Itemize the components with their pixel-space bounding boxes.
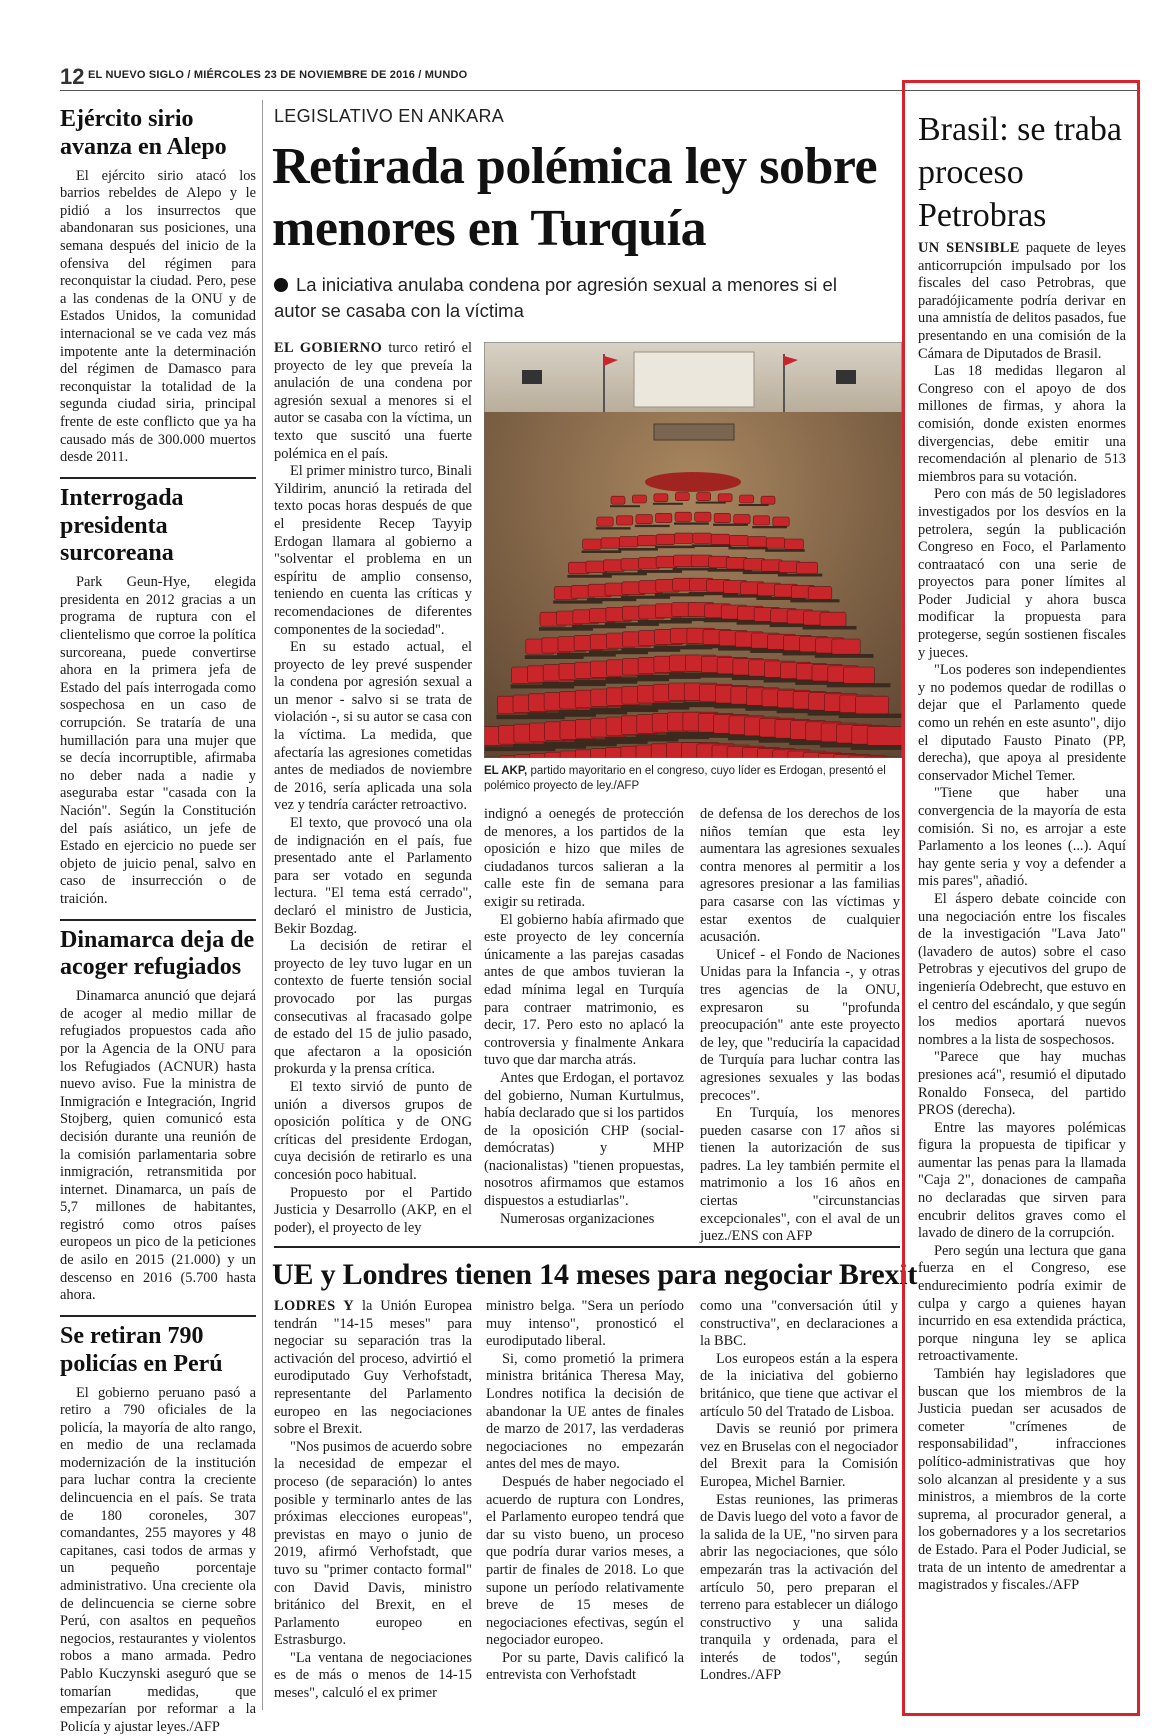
seat-shape [638, 535, 657, 545]
main-paragraph [700, 947, 900, 1105]
paragraph-text: En su estado actual, el proyecto de ley prevé suspender la condena por agresión sexual a un menor - salvo si se trata de violación -, si su autor se casa con la víctima. La medida, que afectaría las agresiones cometidas antes de mediados de noviembre de 2016, sería aplicada una sola vez y tendría carácter retroactivo. [274, 639, 472, 814]
column-divider [262, 100, 263, 1710]
brief-body [60, 988, 256, 1305]
seat-shape [632, 495, 646, 503]
desk-shape [803, 626, 857, 630]
seat-shape [718, 494, 732, 502]
section-rule [274, 1246, 900, 1248]
brief-headline: Dinamarca deja de acoger refugiados [60, 926, 255, 981]
main-paragraph [274, 340, 472, 463]
main-subheadline [274, 272, 874, 324]
brief-paragraph: Dinamarca anunció que dejará de acoger al medio millar de refugiados propuestos cada año por la Agencia de la ONU para los Refugiados (ACNUR) hasta nuevo aviso. Fue la ministra de Inmigración e Integración, Ingrid Stojberg, quien comunicó esta decisión durante una reunión de la comisión parlamentaria sobre inmigración, retransmitida por internet. Dinamarca, un país de 5,7 millones de habitantes, registró como otros países europeos un pico de la peticiones de asilo en 2015 (21.000) y un descenso en 2016 (5.700 hasta ahora. [60, 988, 256, 1304]
desk-shape [582, 550, 622, 553]
paragraph-text: Las 18 medidas llegaron al Congreso con el apoyo de dos millones de firmas, y ahora la comisión, donde existen enormes divergencias, debe emitir una recomendación al plenario de 513 miembros para su votación. [918, 363, 1126, 485]
brexit-column-1 [274, 1298, 472, 1703]
paragraph-text: El primer ministro turco, Binali Yildirim, anunció la retirada del texto pocas horas después de que el presidente Recep Tayyip Erdogan llamara al gobierno a "solventar el problema en un espíritu de amplio consenso, teniendo en cuenta las críticas y recomendaciones de diferentes componentes de la sociedad". [274, 463, 472, 638]
seat-shape [761, 496, 775, 504]
seat-shape [867, 727, 902, 746]
brief-headline: Se retiran 790 policías en Perú [60, 1322, 223, 1377]
seat-shape [740, 495, 754, 503]
paragraph-text: "Nos pusimos de acuerdo sobre la necesidad de empezar el proceso (de separación) lo antes posible y terminarlo antes de las próximas elecciones europeas", previstas en mayo o junio de 2019, afirmó Verhofstadt, que tuvo su "primer contacto formal" con David Davis, ministro británico del Brexit, en el Parlamento europeo en Estrasburgo. [274, 1438, 472, 1649]
seat-shape [675, 493, 689, 501]
main-paragraph [274, 1079, 472, 1185]
brexit-paragraph [486, 1474, 684, 1650]
paragraph-text: Después de haber negociado el acuerdo de ruptura con Londres, el Parlamento europeo tendrá que dar su visto bueno, un proceso que podría durar varios meses, a partir de finales de 2018. Lo que supone un período relativamente breve de 15 meses de negociaciones efectivas, según el negociador europeo. [486, 1473, 684, 1649]
paragraph-text: turco retiró el proyecto de ley que preveía la anulación de una condena por agresión sexual a menores si el autor se casaba con la víctima, un texto que suscitó una fuerte polémica en el país. [274, 340, 472, 462]
paragraph-text: Pero según una lectura que gana fuerza en el Congreso, ese endurecimiento podría eximir de culpa y cargo a quienes hayan incurrido en esa extendida práctica, porque ninguna ley se aplica retroactivamente. [918, 1242, 1126, 1365]
parliament-chamber-image [484, 342, 902, 758]
main-article-column-1 [274, 340, 472, 1237]
main-article-column-2 [484, 806, 684, 1228]
brexit-paragraph [700, 1492, 898, 1686]
desk-shape [839, 714, 902, 718]
paragraph-text: El áspero debate coincide con una negociación entre los fiscales de la investigación "Lava Jato" (lavadero de autos) sobre el caso Petrobras y ejecutivos del grupo de ingeniería Odebrecht, que estuvo en el centro del escándalo, y que según los medios aportará nuevos nombres a la lista de sospechosos. [918, 890, 1126, 1048]
desk-shape [655, 546, 695, 549]
brasil-paragraph [918, 662, 1126, 785]
paragraph-text: "Los poderes son independientes y no podemos quedar de rodillas o dejar que el Parlamento quede como un rehén en este asunto", dijo el diputado Fausto Pinato (PP, derecha), que apoya al presidente conservador Michel Temer. [918, 662, 1126, 784]
desk-shape [653, 503, 683, 505]
brief-paragraph: Park Geun-Hye, elegida presidenta en 2012 gracias a un programa de ruptura con el clientelismo que corroe la política surcoreana, puede convertirse ahora en la primera jefa de Estado del país interrogada como sospechosa en un caso de corrupción. Se trataría de una humillación para una mujer que se decía incorruptible, afirmaba no deber nada a nadie y aseguraba estar "casada con la Nación". Según la Constitución del país asiático, un jefe de Estado en ejercicio no puede ser objeto de juicio penal, salvo en caso de insurrección o de traición. [60, 574, 256, 907]
paragraph-text: Los europeos están a la espera de la iniciativa del gobierno británico, que tiene que activar el artículo 50 del Tratado de Lisboa. [700, 1350, 898, 1420]
seat-shape [616, 516, 632, 525]
seat-shape [674, 533, 693, 543]
paragraph-text: El texto sirvió de punto de unión a diversos grupos de oposición política y de ONG críticas del presidente Erdogan, cuya decisión de retirarlo es una concesión poco habitual. [274, 1078, 472, 1183]
seat-shape [832, 639, 860, 654]
brasil-paragraph [918, 891, 1126, 1049]
seat-shape [753, 516, 769, 525]
brexit-paragraph [700, 1421, 898, 1491]
seat-shape [711, 534, 730, 544]
seat-shape [773, 517, 789, 526]
seat-shape [748, 537, 767, 547]
paragraph-text: como una "conversación útil y constructiva", en declaraciones a la BBC. [700, 1298, 898, 1350]
brief-headline: Ejército sirio avanza en Alepo [60, 106, 227, 160]
seat-shape [654, 494, 668, 502]
main-paragraph [484, 806, 684, 912]
photo-caption [484, 764, 902, 793]
seat-shape [693, 533, 712, 543]
paragraph-text: Unicef - el Fondo de Naciones Unidas para la Infancia -, y otras tres agencias de la ONU, expresaron su "profunda preocupación" ante este proyecto de ley, que "reduciría la capacidad de Turquía para luchar contra las agresiones sexuales y las bodas precoces". [700, 946, 900, 1104]
brief-paragraph: El ejército sirio atacó los barrios rebeldes de Alepo y le pidió a los insurrectos que abandonaran sus posiciones, una semana después del inicio de la ofensiva del régimen para reconquistar la ciudad. Pero, pese a las condenas de la ONU y de Estados Unidos, la comunidad internacional se ve cada vez más impotente ante la determinación del régimen de Damasco para reconquistar la totalidad de la segunda ciudad siria, principal frente de este conflicto que ya ha causado más de 300.000 muertos desde 2011. [60, 167, 256, 466]
briefs-column [60, 100, 256, 1736]
seat-shape [601, 538, 620, 548]
subheadline-text: La iniciativa anulaba condena por agresión sexual a menores si el autor se casaba con la víctima [274, 274, 837, 321]
seat-shape [656, 534, 675, 544]
brexit-paragraph [274, 1298, 472, 1439]
main-headline: Retirada polémica ley sobre menores en Turquía [272, 138, 878, 257]
seat-shape [583, 539, 602, 549]
paragraph-text: La decisión de retirar el proyecto de ley tuvo lugar en un contexto de fuerte tensión social provocado por las purgas consecutivas al fracasado golpe de estado del 15 de julio pasado, que afectaron a la oposición prokurda y la prensa crítica. [274, 938, 472, 1078]
lead-words: EL GOBIERNO [274, 340, 383, 356]
paragraph-text: El texto, que provocó una ola de indignación en el país, fue presentado ante el Parlamento para ser votado en segunda lectura. "El tema está cerrado", declaró el ministro de Justicia, Bekir Bozdag. [274, 815, 472, 937]
brasil-paragraph [918, 486, 1126, 662]
seat-shape [636, 515, 652, 524]
brexit-column-3 [700, 1298, 898, 1685]
seat-shape [855, 696, 888, 714]
brasil-paragraph [918, 1243, 1126, 1366]
brief-headline: Interrogada presidenta surcoreana [60, 484, 184, 567]
brasil-paragraph [918, 1049, 1126, 1119]
brasil-headline: Brasil: se traba proceso Petrobras [918, 111, 1122, 234]
paragraph-text: Pero con más de 50 legisladores investigados por los desvíos en la petrolera, según la publicación Congreso en Foco, el Parlamento contraatacó con una serie de proyectos para poner límites al Poder Judicial y ahora busca modificar la propuesta para protegerse, según sostienen fiscales y jueces. [918, 486, 1126, 661]
article-kicker: LEGISLATIVO EN ANKARA [274, 106, 505, 126]
brasil-paragraph [918, 1120, 1126, 1243]
seat-shape [695, 512, 711, 521]
paragraph-text: El gobierno había afirmado que este proyecto de ley concernía únicamente a las parejas casadas antes de que ambos tuvieran la edad mínima legal en Turquía para contraer matrimonio, es decir, 17. Pero esto no aplacó la controversia y finalmente Ankara tuvo que dar marcha atrás. [484, 911, 684, 1069]
bullet-icon [274, 278, 288, 292]
caption-text: partido mayoritario en el congreso, cuyo líder es Erdogan, presentó el polémico proyecto de ley./AFP [484, 765, 886, 792]
brief-body [60, 574, 256, 908]
seat-shape [730, 535, 749, 545]
lead-words: UN SENSIBLE [918, 240, 1020, 256]
desk-shape [827, 683, 891, 687]
paragraph-text: ministro belga. "Sera un período muy intenso", pronosticó el eurodiputado liberal. [486, 1298, 684, 1350]
paragraph-text: de defensa de los derechos de los niños temían que esta ley aumentara las agresiones sexuales contra menores al permitir a los agresores presionar a las familias para casarse con las víctimas y estar exentos de cualquier acusación. [700, 806, 900, 946]
brexit-paragraph [274, 1439, 472, 1650]
brexit-paragraph [486, 1298, 684, 1351]
brexit-paragraph [486, 1351, 684, 1474]
brexit-column-2 [486, 1298, 684, 1685]
seat-shape [611, 496, 625, 504]
main-paragraph [700, 1105, 900, 1246]
brexit-headline: UE y Londres tienen 14 meses para negociar Brexit [272, 1258, 918, 1291]
brasil-paragraph [918, 240, 1126, 363]
paragraph-text: También hay legisladores que buscan que los miembros de la Justicia puedan ser acusados de cometer "crímenes de responsabilidad", infracciones político-administrativas que hoy solo alcanzan al presidente y a sus ministros, a miembros de la corte suprema, al procurador general, a los gobernadores y a los secretarios de Estado. Para el Poder Judicial, se trata de un intento de amedrentar a magistrados y fiscales./AFP [918, 1366, 1126, 1594]
seat-shape [697, 493, 711, 501]
paragraph-text: la Unión Europea tendrán "14-15 meses" para negociar su separación tras la activación del proceso, advirtió el eurodiputado Guy Verhofstadt, representante del Parlamento europeo en las negociaciones sobre el Brexit. [274, 1298, 472, 1438]
main-article-column-3 [700, 806, 900, 1246]
main-paragraph [700, 806, 900, 947]
main-paragraph [274, 815, 472, 938]
paragraph-text: En Turquía, los menores pueden casarse con 17 años si tienen la autorización de sus padres. La ley también permite el matrimonio a los 16 años en ciertas "circunstancias excepcionales", con el aval de un juez./ENS con AFP [700, 1105, 900, 1245]
paragraph-text: "Parece que hay muchas presiones acá", resumió el diputado Ronaldo Fonseca, del partido PROS (derecha). [918, 1049, 1126, 1119]
brief-body [60, 1385, 256, 1736]
page-number: 12 [60, 64, 85, 89]
brief-body [60, 168, 256, 467]
paragraph-text: Si, como prometió la primera ministra británica Theresa May, Londres notifica la decisión de abandonar la UE antes de finales de marzo de 2017, las verdaderas negociaciones no empezarán antes del mes de mayo. [486, 1350, 684, 1473]
paragraph-text: Propuesto por el Partido Justicia y Desarrollo (AKP, en el poder), el proyecto de ley [274, 1184, 472, 1236]
seat-shape [808, 587, 832, 600]
seat-shape [597, 517, 613, 526]
seat-shape [714, 513, 730, 522]
main-paragraph [274, 463, 472, 639]
paragraph-text: paquete de leyes anticorrupción impulsado por los fiscales del caso Petrobras, que paradójicamente podría derivar en una amnistía de delitos pasados, fue presentando en una comisión de la Cámara de Diputados de Brasil. [918, 240, 1126, 362]
paragraph-text: "Tiene que haber una convergencia de la mayoría de esta comisión. Si no, es arrojar a este Parlamento a los leones (...). Aquí hay gente seria y voy a defender a mis pares", añadió. [918, 785, 1126, 890]
main-paragraph [484, 1211, 684, 1229]
brasil-paragraph [918, 785, 1126, 891]
brief-separator [60, 477, 256, 479]
newspaper-dateline: EL NUEVO SIGLO / MIÉRCOLES 23 DE NOVIEMBRE DE 2016 / MUNDO [88, 69, 468, 81]
desk-shape [635, 525, 670, 527]
seat-shape [619, 537, 638, 547]
seat-shape [844, 667, 875, 683]
seat-shape [656, 513, 672, 522]
paragraph-text: Antes que Erdogan, el portavoz del gobierno, Numan Kurtulmus, había declarado que si los partidos de la oposición CHP (social-demócratas) y MHP (nacionalistas) "tienen propuestas, nosotros afirmamos que estamos dispuestos a estudiarlas". [484, 1069, 684, 1210]
brexit-paragraph [274, 1650, 472, 1703]
desk-shape [674, 522, 709, 524]
desk-shape [596, 527, 631, 529]
main-paragraph [484, 1070, 684, 1211]
seat-shape [820, 612, 846, 626]
seat-shape [675, 512, 691, 521]
main-paragraph [274, 1185, 472, 1238]
brasil-paragraph [918, 1366, 1126, 1595]
brexit-paragraph [700, 1298, 898, 1351]
desk-shape [610, 505, 640, 507]
brexit-paragraph [486, 1650, 684, 1685]
paragraph-text: Davis se reunió por primera vez en Bruselas con el negociador del Brexit para la Comisión Europea, Michel Barnier. [700, 1421, 898, 1490]
brief-separator [60, 1315, 256, 1317]
brexit-paragraph [700, 1351, 898, 1421]
paragraph-text: indignó a oenegés de protección de menores, a los partidos de la oposición e hizo que miles de ciudadanos turcos salieran a la calle este fin de semana para exigir su retirada. [484, 806, 684, 910]
brasil-paragraph [918, 363, 1126, 486]
paragraph-text: Entre las mayores polémicas figura la propuesta de tipificar y aumentar las penas para la llamada "Caja 2", donaciones de campaña no declaradas que sirven para encubrir delitos graves como el lavado de dinero de la corrupción. [918, 1119, 1126, 1242]
main-paragraph [484, 912, 684, 1070]
paragraph-text: Numerosas organizaciones [500, 1210, 655, 1227]
seat-shape [785, 539, 804, 549]
brasil-article-body [918, 240, 1126, 1595]
paragraph-text: Por su parte, Davis calificó la entrevista con Verhofstadt [486, 1649, 684, 1684]
paragraph-text: "La ventana de negociaciones es de más o menos de 14-15 meses", calculó el ex primer [274, 1649, 472, 1702]
seat-shape [796, 562, 817, 574]
desk-shape [815, 654, 874, 658]
caption-bold: EL AKP, [484, 765, 528, 777]
lead-words: LODRES Y [274, 1298, 355, 1314]
parliament-photo [484, 342, 902, 758]
paragraph-text: Estas reuniones, las primeras de Davis luego del voto a favor de la salida de la UE, "no sirven para abrir las negociaciones, que sólo empezarán tras la activación del artículo 50, pero preparan el terreno para establecer un diálogo constructivo y una salida tranquila y ordenada, para el interés de todos", según Londres./AFP [700, 1491, 898, 1684]
main-paragraph [274, 938, 472, 1079]
main-paragraph [274, 639, 472, 815]
seat-shape [734, 515, 750, 524]
desk-shape [851, 745, 902, 750]
brief-paragraph: El gobierno peruano pasó a retiro a 790 oficiales de la policía, la mayoría de alto rango, en medio de una reclamada modernización de la institución para luchar contra la creciente delincuencia en el país. Se trata de 180 coroneles, 307 comandantes, 255 mayores y 48 capitanes, casi todos de armas y un pequeño porcentaje administrativo. Una creciente ola de delincuencia se cierne sobre Perú, con asaltos en pequeños negocios, restaurantes y violentos robos a mano armada. Pedro Pablo Kuczynski aseguró que se tomarían medidas, que empezarían por reformar a la Policía y ajustar leyes./AFP [60, 1384, 256, 1735]
brief-separator [60, 919, 256, 921]
seat-shape [766, 538, 785, 548]
desk-shape [618, 548, 658, 551]
